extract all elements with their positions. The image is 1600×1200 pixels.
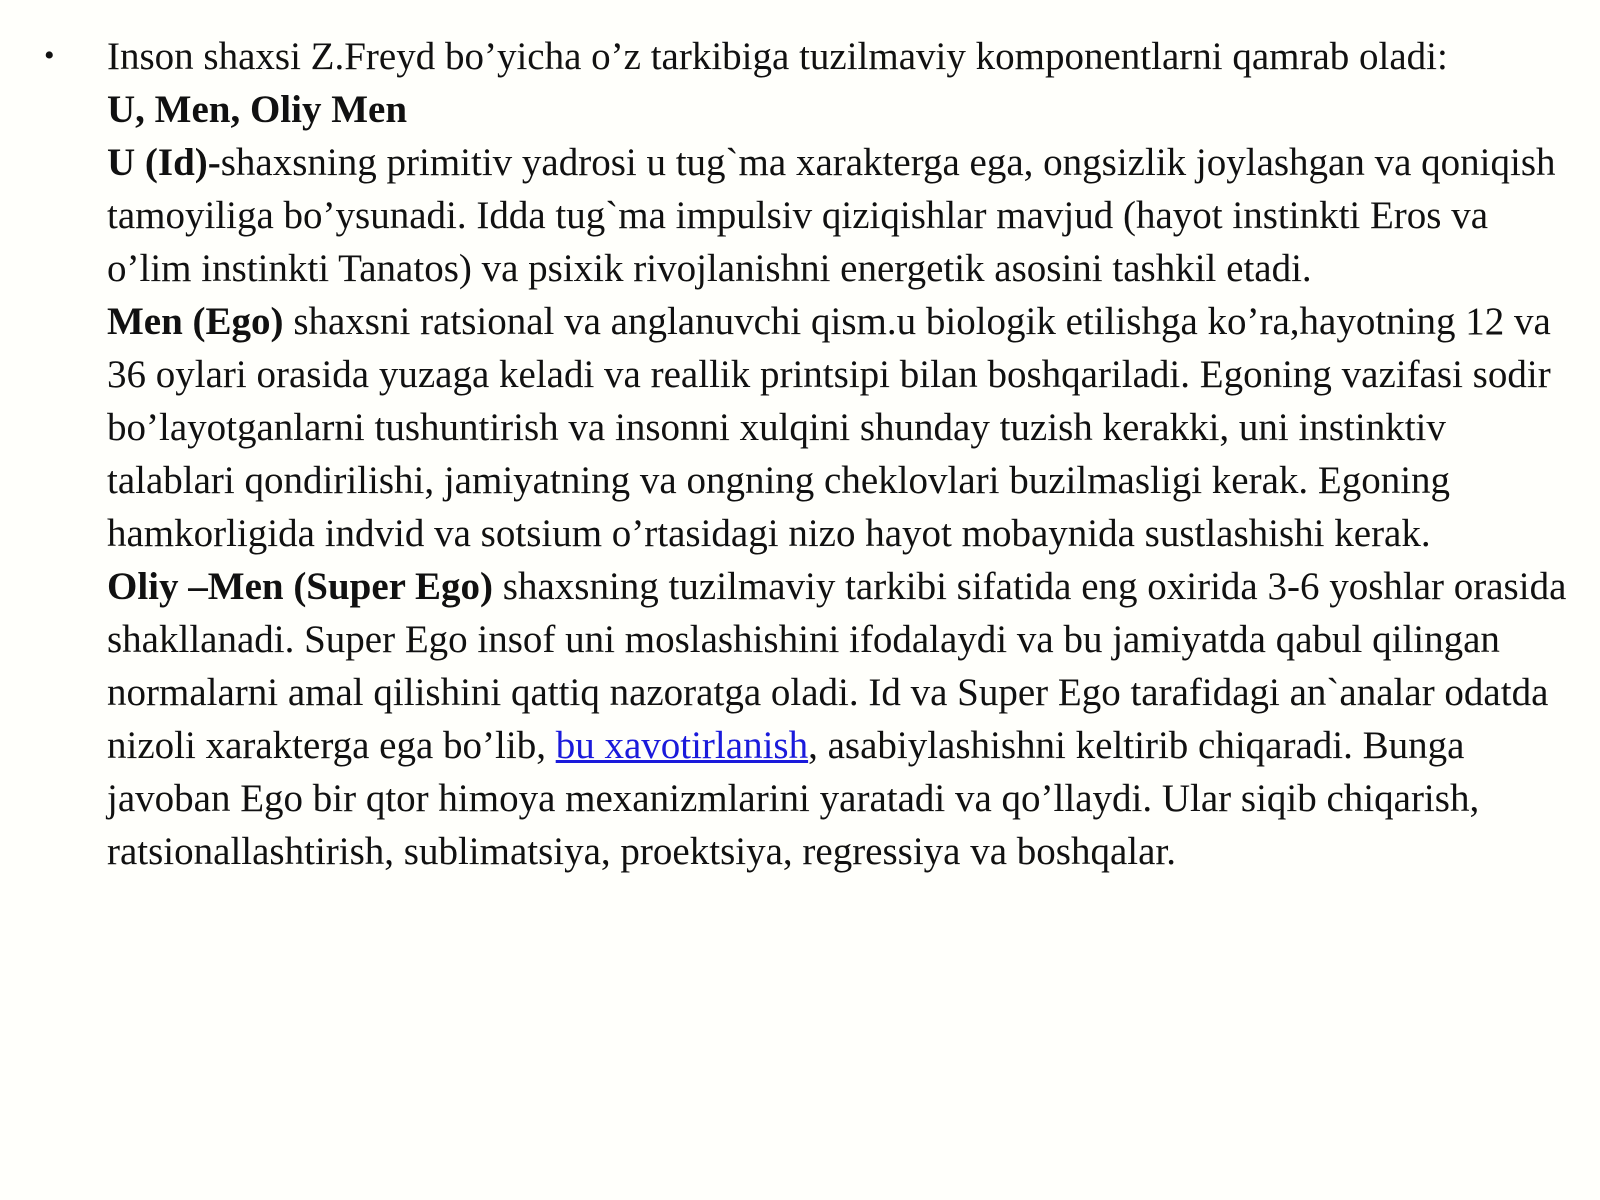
components-heading [107, 83, 1577, 136]
bullet-icon: • [44, 39, 55, 72]
id-paragraph [107, 136, 1577, 295]
superego-description-start: shaxsning tuzilmaviy tarkibi sifatida eng oxirida 3-6 yoshlar orasida shakllanadi. Super Ego insof uni moslashishini ifodalaydi va bu jamiyatda qabul qilingan normalarni amal qilishini qattiq nazoratga oladi. Id va Super Ego tarafidagi an`analar odatda nizoli xarakterga ega bo’lib, [107, 565, 1567, 767]
id-term: U (Id)- [107, 141, 221, 184]
intro-paragraph: Inson shaxsi Z.Freyd bo’yicha o’z tarkibiga tuzilmaviy komponentlarni qamrab oladi: [107, 35, 1448, 78]
xavotirlanish-link[interactable]: bu xavotirlanish [555, 724, 809, 767]
superego-paragraph [107, 560, 1577, 878]
id-description: shaxsning primitiv yadrosi u tug`ma xarakterga ega, ongsizlik joylashgan va qoniqish tamoyiliga bo’ysunadi. Idda tug`ma impulsiv qiziqishlar mavjud (hayot instinkti Eros va o’lim instinkti Tanatos) va psixik rivojlanishni energetik asosini tashkil etadi. [107, 141, 1556, 290]
components-heading-text: U, Men, Oliy Men [107, 88, 408, 131]
ego-paragraph [107, 295, 1577, 560]
superego-description-end: , asabiylashishni keltirib chiqaradi. Bunga javoban Ego bir qtor himoya mexanizmlarini yaratadi va qo’llaydi. Ular siqib chiqarish, ratsionallashtirish, sublimatsiya, proektsiya, regressiya va boshqalar. [107, 724, 1480, 873]
ego-description: shaxsni ratsional va anglanuvchi qism.u biologik etilishga ko’ra,hayotning 12 va 36 oylari orasida yuzaga keladi va reallik printsipi bilan boshqariladi. Egoning vazifasi sodir bo’layotganlarni tushuntirish va insonni xulqini shunday tuzish kerakki, uni instinktiv talablari qondirilishi, jamiyatning va ongning cheklovlari buzilmasligi kerak. Egoning hamkorligida indvid va sotsium o’rtasidagi nizo hayot mobaynida sustlashishi kerak. [107, 300, 1551, 555]
bullet-content [107, 30, 1577, 878]
ego-term: Men (Ego) [107, 300, 284, 343]
superego-term: Oliy –Men (Super Ego) [107, 565, 494, 608]
